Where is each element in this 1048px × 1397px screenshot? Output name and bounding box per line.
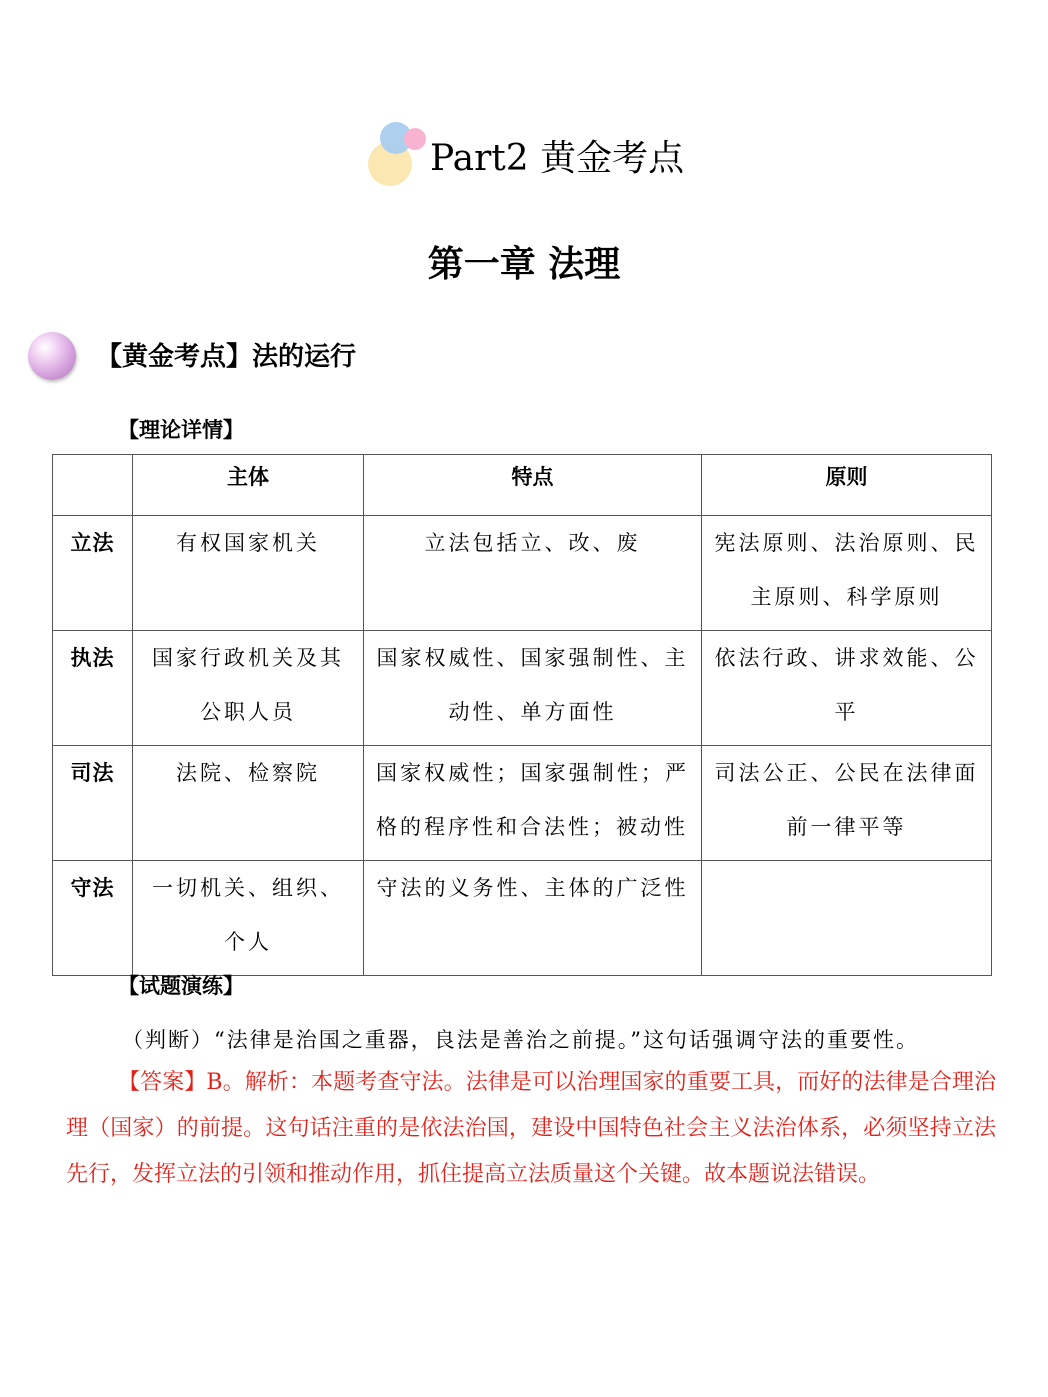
exercise-answer: 【答案】B。解析：本题考查守法。法律是可以治理国家的重要工具，而好的法律是合理治理（国家）的前提。这句话注重的是依法治国，建设中国特色社会主义法治体系，必须坚持立法先行，发挥立法的引领和推动作用，抓住提高立法质量这个关键。故本题说法错误。 (66, 1070, 996, 1187)
column-header-principles: 原则 (702, 455, 992, 516)
part-title (368, 122, 768, 188)
section-title: 【黄金考点】法的运行 (96, 342, 357, 372)
subject-cell: 国家行政机关及其公职人员 (133, 631, 364, 746)
row-label: 守法 (53, 861, 133, 976)
table-row (53, 746, 992, 861)
features-cell: 守法的义务性、主体的广泛性 (364, 861, 702, 976)
decorative-dots-icon (368, 122, 434, 188)
theory-heading: 【理论详情】 (118, 418, 244, 442)
table-header-row (53, 455, 992, 516)
features-cell: 国家权威性；国家强制性；严格的程序性和合法性；被动性 (364, 746, 702, 861)
subject-cell: 一切机关、组织、个人 (133, 861, 364, 976)
principles-cell: 宪法原则、法治原则、民主原则、科学原则 (702, 516, 992, 631)
part-title-text: Part2 黄金考点 (430, 138, 685, 179)
principles-cell: 依法行政、讲求效能、公平 (702, 631, 992, 746)
exercise-heading: 【试题演练】 (118, 974, 244, 998)
column-header-features: 特点 (364, 455, 702, 516)
principles-cell: 司法公正、公民在法律面前一律平等 (702, 746, 992, 861)
law-operation-table (52, 454, 992, 976)
column-header-empty (53, 455, 133, 516)
sphere-bullet-icon (28, 332, 76, 380)
table-row (53, 631, 992, 746)
table-row (53, 861, 992, 976)
row-label: 司法 (53, 746, 133, 861)
subject-cell: 法院、检察院 (133, 746, 364, 861)
column-header-subject: 主体 (133, 455, 364, 516)
row-label: 执法 (53, 631, 133, 746)
subject-cell: 有权国家机关 (133, 516, 364, 631)
principles-cell (702, 861, 992, 976)
row-label: 立法 (53, 516, 133, 631)
exercise-question: （判断）“法律是治国之重器，良法是善治之前提。”这句话强调守法的重要性。 (122, 1028, 919, 1052)
section-header (28, 332, 628, 382)
features-cell: 立法包括立、改、废 (364, 516, 702, 631)
chapter-title: 第一章 法理 (427, 244, 621, 285)
features-cell: 国家权威性、国家强制性、主动性、单方面性 (364, 631, 702, 746)
pink-dot (404, 128, 426, 150)
table-row (53, 516, 992, 631)
